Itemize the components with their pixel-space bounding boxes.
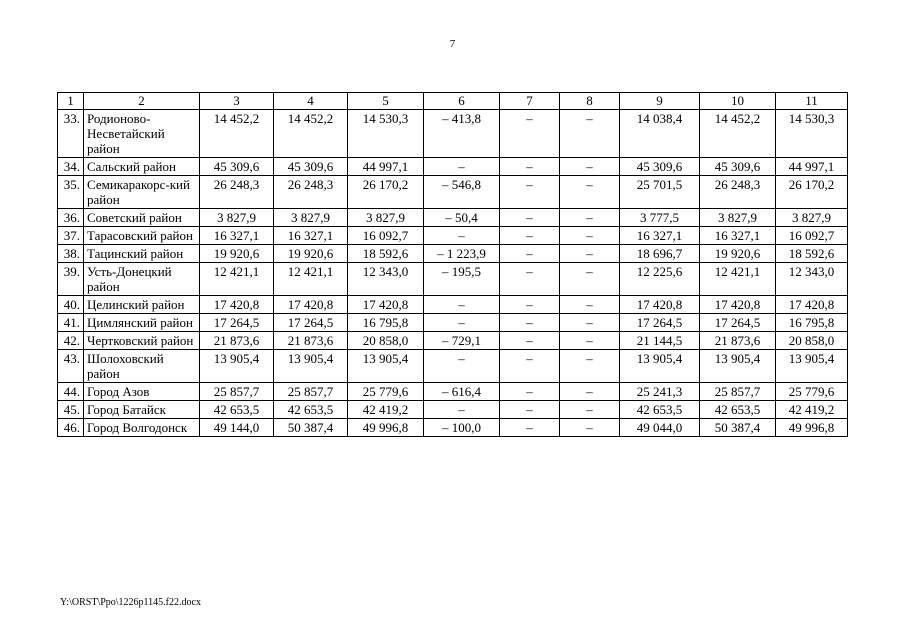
value-cell: 17 264,5 bbox=[274, 314, 348, 332]
empty-value-cell: – bbox=[424, 401, 500, 419]
district-name-cell: Целинский район bbox=[84, 296, 200, 314]
value-cell: 14 038,4 bbox=[620, 110, 700, 158]
empty-value-cell: – bbox=[500, 296, 560, 314]
value-cell: 12 225,6 bbox=[620, 263, 700, 296]
table-row bbox=[58, 401, 848, 419]
value-cell: 19 920,6 bbox=[274, 245, 348, 263]
value-cell: 25 779,6 bbox=[348, 383, 424, 401]
column-header: 1 bbox=[58, 93, 84, 110]
value-cell: 17 420,8 bbox=[200, 296, 274, 314]
value-cell: 13 905,4 bbox=[700, 350, 776, 383]
empty-value-cell: – bbox=[560, 350, 620, 383]
empty-value-cell: – bbox=[560, 332, 620, 350]
value-cell: 25 857,7 bbox=[274, 383, 348, 401]
value-cell: 45 309,6 bbox=[620, 158, 700, 176]
value-cell: – 616,4 bbox=[424, 383, 500, 401]
value-cell: 17 264,5 bbox=[200, 314, 274, 332]
value-cell: 14 530,3 bbox=[776, 110, 848, 158]
value-cell: 3 827,9 bbox=[776, 209, 848, 227]
row-number-cell: 37. bbox=[58, 227, 84, 245]
value-cell: – 729,1 bbox=[424, 332, 500, 350]
value-cell: 3 827,9 bbox=[200, 209, 274, 227]
empty-value-cell: – bbox=[500, 314, 560, 332]
value-cell: 14 452,2 bbox=[200, 110, 274, 158]
district-name-cell: Сальский район bbox=[84, 158, 200, 176]
file-path: Y:\ORST\Ppo\1226p1145.f22.docx bbox=[60, 597, 201, 608]
column-header: 5 bbox=[348, 93, 424, 110]
value-cell: 12 421,1 bbox=[200, 263, 274, 296]
value-cell: 26 248,3 bbox=[700, 176, 776, 209]
value-cell: 25 701,5 bbox=[620, 176, 700, 209]
table-row bbox=[58, 350, 848, 383]
table-row bbox=[58, 263, 848, 296]
column-header: 2 bbox=[84, 93, 200, 110]
page-number: 7 bbox=[449, 38, 456, 50]
value-cell: 14 530,3 bbox=[348, 110, 424, 158]
value-cell: 26 248,3 bbox=[200, 176, 274, 209]
value-cell: 49 996,8 bbox=[776, 419, 848, 437]
value-cell: – 546,8 bbox=[424, 176, 500, 209]
value-cell: 18 592,6 bbox=[776, 245, 848, 263]
row-number-cell: 39. bbox=[58, 263, 84, 296]
value-cell: 49 044,0 bbox=[620, 419, 700, 437]
column-header: 7 bbox=[500, 93, 560, 110]
value-cell: 17 420,8 bbox=[620, 296, 700, 314]
value-cell: 44 997,1 bbox=[776, 158, 848, 176]
value-cell: 12 343,0 bbox=[348, 263, 424, 296]
value-cell: 13 905,4 bbox=[274, 350, 348, 383]
value-cell: 20 858,0 bbox=[348, 332, 424, 350]
district-name-cell: Город Азов bbox=[84, 383, 200, 401]
value-cell: 16 327,1 bbox=[274, 227, 348, 245]
table-body bbox=[58, 110, 848, 437]
column-header: 3 bbox=[200, 93, 274, 110]
row-number-cell: 36. bbox=[58, 209, 84, 227]
value-cell: 3 827,9 bbox=[274, 209, 348, 227]
empty-value-cell: – bbox=[560, 296, 620, 314]
empty-value-cell: – bbox=[560, 158, 620, 176]
value-cell: 13 905,4 bbox=[200, 350, 274, 383]
empty-value-cell: – bbox=[500, 419, 560, 437]
row-number-cell: 43. bbox=[58, 350, 84, 383]
table-row bbox=[58, 419, 848, 437]
value-cell: – 195,5 bbox=[424, 263, 500, 296]
value-cell: 17 264,5 bbox=[700, 314, 776, 332]
district-name-cell: Тарасовский район bbox=[84, 227, 200, 245]
value-cell: 12 421,1 bbox=[274, 263, 348, 296]
column-header: 4 bbox=[274, 93, 348, 110]
table-row bbox=[58, 209, 848, 227]
value-cell: 25 779,6 bbox=[776, 383, 848, 401]
table-row bbox=[58, 314, 848, 332]
empty-value-cell: – bbox=[560, 419, 620, 437]
empty-value-cell: – bbox=[560, 383, 620, 401]
value-cell: 26 248,3 bbox=[274, 176, 348, 209]
empty-value-cell: – bbox=[424, 227, 500, 245]
row-number-cell: 34. bbox=[58, 158, 84, 176]
value-cell: 42 653,5 bbox=[620, 401, 700, 419]
empty-value-cell: – bbox=[500, 401, 560, 419]
value-cell: 12 421,1 bbox=[700, 263, 776, 296]
table-row bbox=[58, 296, 848, 314]
table-row bbox=[58, 176, 848, 209]
value-cell: – 50,4 bbox=[424, 209, 500, 227]
value-cell: 42 419,2 bbox=[348, 401, 424, 419]
value-cell: 21 873,6 bbox=[700, 332, 776, 350]
value-cell: 16 092,7 bbox=[348, 227, 424, 245]
value-cell: 3 827,9 bbox=[348, 209, 424, 227]
empty-value-cell: – bbox=[500, 227, 560, 245]
value-cell: 17 264,5 bbox=[620, 314, 700, 332]
empty-value-cell: – bbox=[424, 350, 500, 383]
empty-value-cell: – bbox=[424, 314, 500, 332]
empty-value-cell: – bbox=[500, 263, 560, 296]
value-cell: 25 241,3 bbox=[620, 383, 700, 401]
value-cell: 14 452,2 bbox=[274, 110, 348, 158]
empty-value-cell: – bbox=[560, 401, 620, 419]
empty-value-cell: – bbox=[560, 314, 620, 332]
row-number-cell: 46. bbox=[58, 419, 84, 437]
district-name-cell: Родионово-Несветайский район bbox=[84, 110, 200, 158]
value-cell: 16 327,1 bbox=[620, 227, 700, 245]
row-number-cell: 38. bbox=[58, 245, 84, 263]
value-cell: 17 420,8 bbox=[274, 296, 348, 314]
row-number-cell: 44. bbox=[58, 383, 84, 401]
empty-value-cell: – bbox=[500, 158, 560, 176]
column-header: 10 bbox=[700, 93, 776, 110]
table-row bbox=[58, 245, 848, 263]
value-cell: 45 309,6 bbox=[700, 158, 776, 176]
value-cell: 16 092,7 bbox=[776, 227, 848, 245]
value-cell: 3 777,5 bbox=[620, 209, 700, 227]
value-cell: – 1 223,9 bbox=[424, 245, 500, 263]
value-cell: 42 653,5 bbox=[274, 401, 348, 419]
value-cell: – 100,0 bbox=[424, 419, 500, 437]
value-cell: 26 170,2 bbox=[776, 176, 848, 209]
empty-value-cell: – bbox=[500, 245, 560, 263]
value-cell: 17 420,8 bbox=[776, 296, 848, 314]
value-cell: 49 996,8 bbox=[348, 419, 424, 437]
row-number-cell: 45. bbox=[58, 401, 84, 419]
district-name-cell: Шолоховский район bbox=[84, 350, 200, 383]
column-header: 8 bbox=[560, 93, 620, 110]
value-cell: 18 696,7 bbox=[620, 245, 700, 263]
empty-value-cell: – bbox=[500, 350, 560, 383]
column-header: 6 bbox=[424, 93, 500, 110]
district-name-cell: Чертковский район bbox=[84, 332, 200, 350]
district-name-cell: Город Батайск bbox=[84, 401, 200, 419]
value-cell: 42 419,2 bbox=[776, 401, 848, 419]
value-cell: – 413,8 bbox=[424, 110, 500, 158]
empty-value-cell: – bbox=[560, 227, 620, 245]
row-number-cell: 33. bbox=[58, 110, 84, 158]
value-cell: 42 653,5 bbox=[200, 401, 274, 419]
value-cell: 42 653,5 bbox=[700, 401, 776, 419]
column-header: 9 bbox=[620, 93, 700, 110]
value-cell: 26 170,2 bbox=[348, 176, 424, 209]
empty-value-cell: – bbox=[500, 209, 560, 227]
empty-value-cell: – bbox=[500, 332, 560, 350]
value-cell: 25 857,7 bbox=[700, 383, 776, 401]
empty-value-cell: – bbox=[560, 245, 620, 263]
value-cell: 25 857,7 bbox=[200, 383, 274, 401]
value-cell: 45 309,6 bbox=[274, 158, 348, 176]
value-cell: 21 144,5 bbox=[620, 332, 700, 350]
value-cell: 16 795,8 bbox=[348, 314, 424, 332]
row-number-cell: 35. bbox=[58, 176, 84, 209]
table-row bbox=[58, 383, 848, 401]
column-header: 11 bbox=[776, 93, 848, 110]
value-cell: 14 452,2 bbox=[700, 110, 776, 158]
value-cell: 17 420,8 bbox=[348, 296, 424, 314]
value-cell: 50 387,4 bbox=[274, 419, 348, 437]
district-name-cell: Тацинский район bbox=[84, 245, 200, 263]
district-name-cell: Семикаракорс-кий район bbox=[84, 176, 200, 209]
district-name-cell: Город Волгодонск bbox=[84, 419, 200, 437]
table-row bbox=[58, 332, 848, 350]
district-name-cell: Усть-Донецкий район bbox=[84, 263, 200, 296]
value-cell: 20 858,0 bbox=[776, 332, 848, 350]
empty-value-cell: – bbox=[560, 209, 620, 227]
district-name-cell: Цимлянский район bbox=[84, 314, 200, 332]
header-row bbox=[58, 93, 848, 110]
value-cell: 13 905,4 bbox=[348, 350, 424, 383]
empty-value-cell: – bbox=[424, 296, 500, 314]
value-cell: 12 343,0 bbox=[776, 263, 848, 296]
value-cell: 16 327,1 bbox=[200, 227, 274, 245]
value-cell: 16 327,1 bbox=[700, 227, 776, 245]
value-cell: 21 873,6 bbox=[200, 332, 274, 350]
empty-value-cell: – bbox=[424, 158, 500, 176]
row-number-cell: 40. bbox=[58, 296, 84, 314]
value-cell: 16 795,8 bbox=[776, 314, 848, 332]
empty-value-cell: – bbox=[560, 176, 620, 209]
value-cell: 19 920,6 bbox=[200, 245, 274, 263]
value-cell: 50 387,4 bbox=[700, 419, 776, 437]
data-table bbox=[57, 92, 848, 437]
table-row bbox=[58, 227, 848, 245]
row-number-cell: 42. bbox=[58, 332, 84, 350]
empty-value-cell: – bbox=[500, 383, 560, 401]
empty-value-cell: – bbox=[500, 110, 560, 158]
value-cell: 3 827,9 bbox=[700, 209, 776, 227]
row-number-cell: 41. bbox=[58, 314, 84, 332]
empty-value-cell: – bbox=[560, 263, 620, 296]
district-name-cell: Советский район bbox=[84, 209, 200, 227]
empty-value-cell: – bbox=[560, 110, 620, 158]
table-row bbox=[58, 158, 848, 176]
value-cell: 13 905,4 bbox=[620, 350, 700, 383]
empty-value-cell: – bbox=[500, 176, 560, 209]
value-cell: 19 920,6 bbox=[700, 245, 776, 263]
value-cell: 17 420,8 bbox=[700, 296, 776, 314]
value-cell: 49 144,0 bbox=[200, 419, 274, 437]
value-cell: 21 873,6 bbox=[274, 332, 348, 350]
table-row bbox=[58, 110, 848, 158]
value-cell: 45 309,6 bbox=[200, 158, 274, 176]
value-cell: 13 905,4 bbox=[776, 350, 848, 383]
value-cell: 18 592,6 bbox=[348, 245, 424, 263]
value-cell: 44 997,1 bbox=[348, 158, 424, 176]
